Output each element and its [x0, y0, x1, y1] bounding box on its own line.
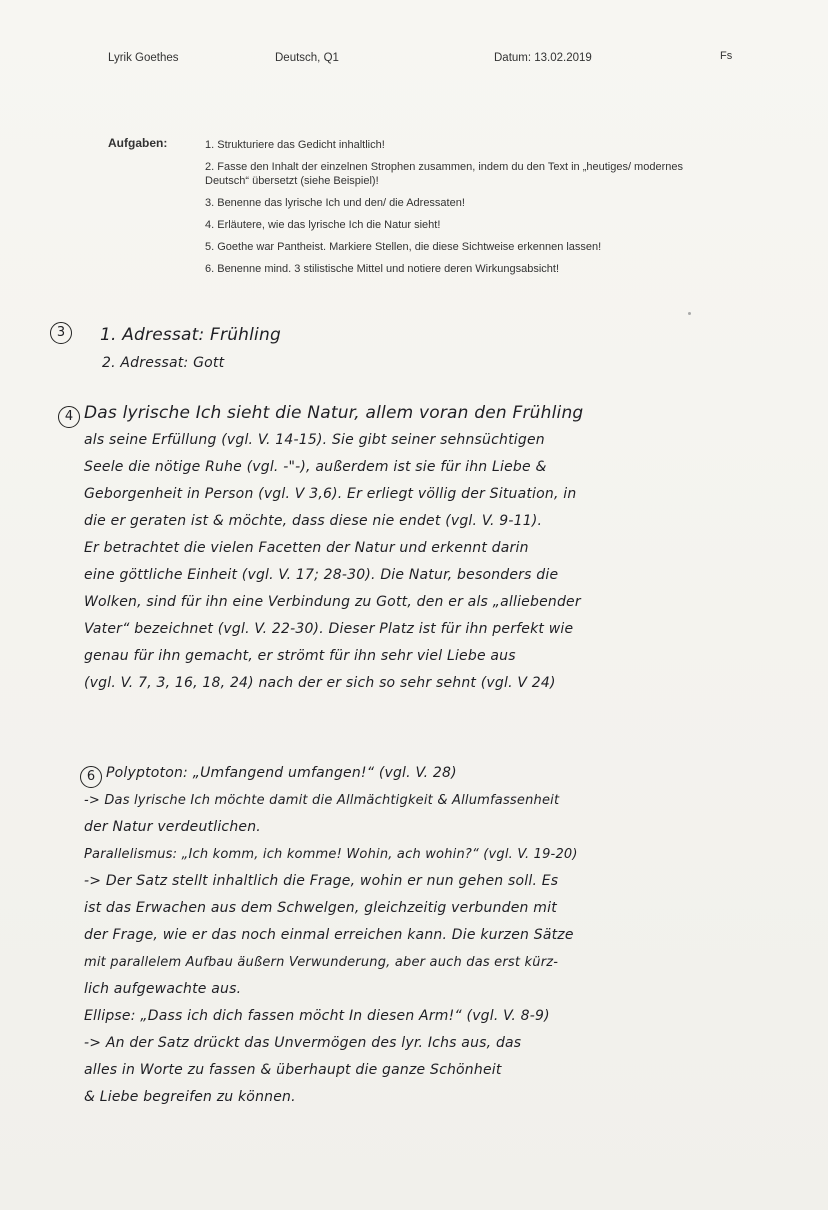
answer-4-line: Wolken, sind für ihn eine Verbindung zu Gott, den er als „alliebender: [84, 594, 581, 610]
answer-4-number: 4: [58, 406, 80, 428]
task-item: 6. Benenne mind. 3 stilistische Mittel und notiere deren Wirkungsabsicht!: [205, 263, 560, 275]
answer-6-line: Parallelismus: „Ich komm, ich komme! Wohin, ach wohin?“ (vgl. V. 19-20): [84, 847, 578, 862]
paper-speck: [688, 312, 691, 315]
header-initials: Fs: [720, 50, 733, 62]
answer-6-line: lich aufgewachte aus.: [84, 981, 242, 997]
answer-3-number: 3: [50, 322, 72, 344]
answer-3-line: 1. Adressat: Frühling: [100, 325, 281, 345]
task-item: 3. Benenne das lyrische Ich und den/ die Adressaten!: [205, 197, 465, 209]
tasks-label: Aufgaben:: [108, 136, 168, 150]
answer-4-block: [84, 400, 583, 697]
answer-6-line: mit parallelem Aufbau äußern Verwunderung, aber auch das erst kürz-: [84, 955, 559, 970]
task-item: 5. Goethe war Pantheist. Markiere Stellen, die diese Sichtweise erkennen lassen!: [205, 241, 602, 253]
header-subject: Deutsch, Q1: [275, 52, 339, 64]
answer-6-line: alles in Worte zu fassen & überhaupt die ganze Schönheit: [84, 1062, 502, 1078]
task-item: 2. Fasse den Inhalt der einzelnen Strophen zusammen, indem du den Text in „heutiges/ modernes Deutsch“ übersetzt (siehe Beispiel)!: [205, 161, 683, 187]
answer-4-line: Das lyrische Ich sieht die Natur, allem voran den Frühling: [84, 403, 584, 423]
answer-6-line: der Natur verdeutlichen.: [84, 819, 261, 835]
answer-6-line: Ellipse: „Dass ich dich fassen möcht In diesen Arm!“ (vgl. V. 8-9): [84, 1008, 550, 1024]
answer-4-line: (vgl. V. 7, 3, 16, 18, 24) nach der er sich so sehr sehnt (vgl. V 24): [84, 675, 556, 691]
task-list: [205, 138, 705, 284]
answer-3-line: 2. Adressat: Gott: [102, 355, 225, 371]
answer-4-line: als seine Erfüllung (vgl. V. 14-15). Sie gibt seiner sehnsüchtigen: [84, 432, 545, 448]
answer-6-number: 6: [80, 766, 102, 788]
answer-6-line: -> Der Satz stellt inhaltlich die Frage, wohin er nun gehen soll. Es: [84, 873, 559, 889]
task-item: 1. Strukturiere das Gedicht inhaltlich!: [205, 139, 385, 151]
answer-3-block: [100, 320, 281, 377]
answer-4-line: eine göttliche Einheit (vgl. V. 17; 28-30). Die Natur, besonders die: [84, 567, 559, 583]
answer-4-line: Er betrachtet die vielen Facetten der Natur und erkennt darin: [84, 540, 529, 556]
answer-6-line: ist das Erwachen aus dem Schwelgen, gleichzeitig verbunden mit: [84, 900, 557, 916]
task-item: 4. Erläutere, wie das lyrische Ich die Natur sieht!: [205, 219, 441, 231]
answer-6-line: -> Das lyrische Ich möchte damit die Allmächtigkeit & Allumfassenheit: [84, 793, 560, 808]
answer-6-block: [84, 760, 578, 1111]
answer-6-line: & Liebe begreifen zu können.: [84, 1089, 296, 1105]
answer-4-line: Geborgenheit in Person (vgl. V 3,6). Er erliegt völlig der Situation, in: [84, 486, 577, 502]
answer-4-line: Vater“ bezeichnet (vgl. V. 22-30). Dieser Platz ist für ihn perfekt wie: [84, 621, 574, 637]
answer-6-line: Polyptoton: „Umfangend umfangen!“ (vgl. V. 28): [106, 765, 457, 781]
answer-4-line: die er geraten ist & möchte, dass diese nie endet (vgl. V. 9-11).: [84, 513, 543, 529]
answer-6-line: der Frage, wie er das noch einmal erreichen kann. Die kurzen Sätze: [84, 927, 574, 943]
header-topic: Lyrik Goethes: [108, 52, 179, 64]
header-date: Datum: 13.02.2019: [494, 52, 592, 64]
answer-6-line: -> An der Satz drückt das Unvermögen des lyr. Ichs aus, das: [84, 1035, 522, 1051]
answer-4-line: Seele die nötige Ruhe (vgl. -"-), außerdem ist sie für ihn Liebe &: [84, 459, 547, 475]
answer-4-line: genau für ihn gemacht, er strömt für ihn sehr viel Liebe aus: [84, 648, 516, 664]
